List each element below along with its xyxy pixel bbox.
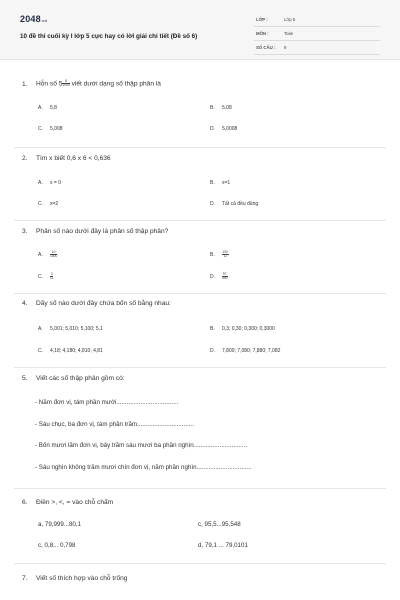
answer-option-d[interactable]: D. 5,0008	[210, 126, 238, 132]
answer-option-c[interactable]: C. 5,008	[38, 126, 63, 132]
site-logo[interactable]: 2048.vn	[20, 14, 48, 24]
divider	[14, 488, 386, 489]
fraction: $\frac{3}{11}$	[50, 272, 54, 281]
meta-row-question-count	[254, 42, 380, 55]
question-number: 1.	[22, 80, 28, 88]
meta-value: 9	[284, 45, 287, 50]
divider	[14, 147, 386, 148]
answer-option-b[interactable]: B. 0,3; 0,30; 0,300; 0,3000	[210, 326, 275, 332]
fraction: $\frac{10}{1000}$	[50, 250, 58, 259]
answer-option-b[interactable]: B. $\frac{100}{11}$	[210, 250, 229, 259]
comparison-item[interactable]: c, 95,5...95,548	[198, 521, 241, 528]
answer-option-a[interactable]: A. 5,8	[38, 105, 57, 111]
answer-option-a[interactable]: A. $\frac{10}{1000}$	[38, 250, 58, 259]
answer-option-d[interactable]: D. Tất cả đều đúng	[210, 201, 259, 207]
answer-option-a[interactable]: A. x = 0	[38, 180, 61, 186]
document-meta	[254, 14, 380, 56]
fraction: $\frac{8}{1000}$	[62, 79, 70, 88]
question-3	[22, 228, 382, 281]
question-number: 3.	[22, 228, 28, 235]
fill-in-line[interactable]: - Năm đơn vị, tám phần mười....................................	[35, 399, 179, 406]
fraction: $\frac{100}{11}$	[222, 250, 229, 259]
question-text: 2. Tìm x biết 0,6 x 6 < 0,636	[22, 155, 111, 162]
question-text: 4. Dãy số nào dưới đây chứa bốn số bằng nhau:	[22, 300, 171, 307]
question-7	[22, 575, 382, 582]
question-number: 5.	[22, 375, 28, 382]
question-text: 1. Hỗn số 5 $\frac{8}{1000}$ viết dưới dạng số thập phân là	[22, 79, 161, 88]
divider	[14, 220, 386, 221]
answer-option-b[interactable]: B. x=1	[210, 180, 231, 186]
fill-in-line[interactable]: - Sáu chục, ba đơn vị, tám phần trăm.................................	[35, 421, 194, 428]
divider	[14, 293, 386, 294]
meta-row-class	[254, 14, 380, 27]
question-text: 3. Phân số nào dưới đây là phân số thập phân?	[22, 228, 169, 235]
question-text: 6. Điền >, <, = vào chỗ chấm	[22, 499, 114, 506]
question-1	[22, 79, 382, 132]
question-number: 4.	[22, 300, 28, 307]
answer-option-c[interactable]: C. $\frac{3}{11}$	[38, 272, 54, 281]
answer-option-c[interactable]: C. x=2	[38, 201, 59, 207]
meta-label: SỐ CÂU :	[256, 45, 276, 50]
comparison-item[interactable]: d, 79,1 ... 79,0101	[198, 542, 248, 549]
document-title: 10 đề thi cuối kỳ I lớp 5 cực hay có lời giải chi tiết (Đề số 6)	[20, 33, 198, 40]
fill-in-line[interactable]: - Bốn mươi lăm đơn vị, bảy trăm sáu mươi ba phần nghìn...............................	[35, 442, 248, 449]
fill-in-line[interactable]: - Sáu nghìn không trăm mươi chín đơn vị, năm phần nghìn................................	[35, 464, 252, 471]
document-header	[0, 0, 400, 60]
divider	[14, 367, 386, 368]
question-number: 6.	[22, 499, 28, 506]
answer-option-c[interactable]: C. 4,18; 4,180; 4,810; 4,81	[38, 348, 103, 354]
question-4	[22, 300, 382, 354]
question-2	[22, 155, 382, 207]
meta-value: Toán	[284, 31, 294, 36]
answer-option-a[interactable]: A. 5,001; 5,010; 5,100; 5,1	[38, 326, 103, 332]
question-text: 7. Viết số thích hợp vào chỗ trống	[22, 575, 128, 582]
question-5	[22, 375, 382, 471]
meta-label: LỚP :	[256, 17, 268, 22]
meta-row-subject	[254, 28, 380, 41]
question-number: 7.	[22, 575, 28, 582]
meta-value: Lớp 5	[284, 17, 296, 22]
question-text: 5. Viết các số thập phân gồm có:	[22, 375, 125, 382]
comparison-item[interactable]: a, 79,999...80,1	[38, 521, 82, 528]
fraction: $\frac{97}{400}$	[222, 272, 228, 281]
meta-label: MÔN :	[256, 31, 269, 36]
divider	[14, 563, 386, 564]
answer-option-d[interactable]: D. $\frac{97}{400}$	[210, 272, 228, 281]
comparison-item[interactable]: c, 0,8... 0,798	[38, 542, 76, 549]
answer-option-d[interactable]: D. 7,800; 7,080; 7,880; 7,082	[210, 348, 281, 354]
answer-option-b[interactable]: B. 5,08	[210, 105, 232, 111]
question-6	[22, 499, 382, 549]
question-number: 2.	[22, 155, 28, 162]
